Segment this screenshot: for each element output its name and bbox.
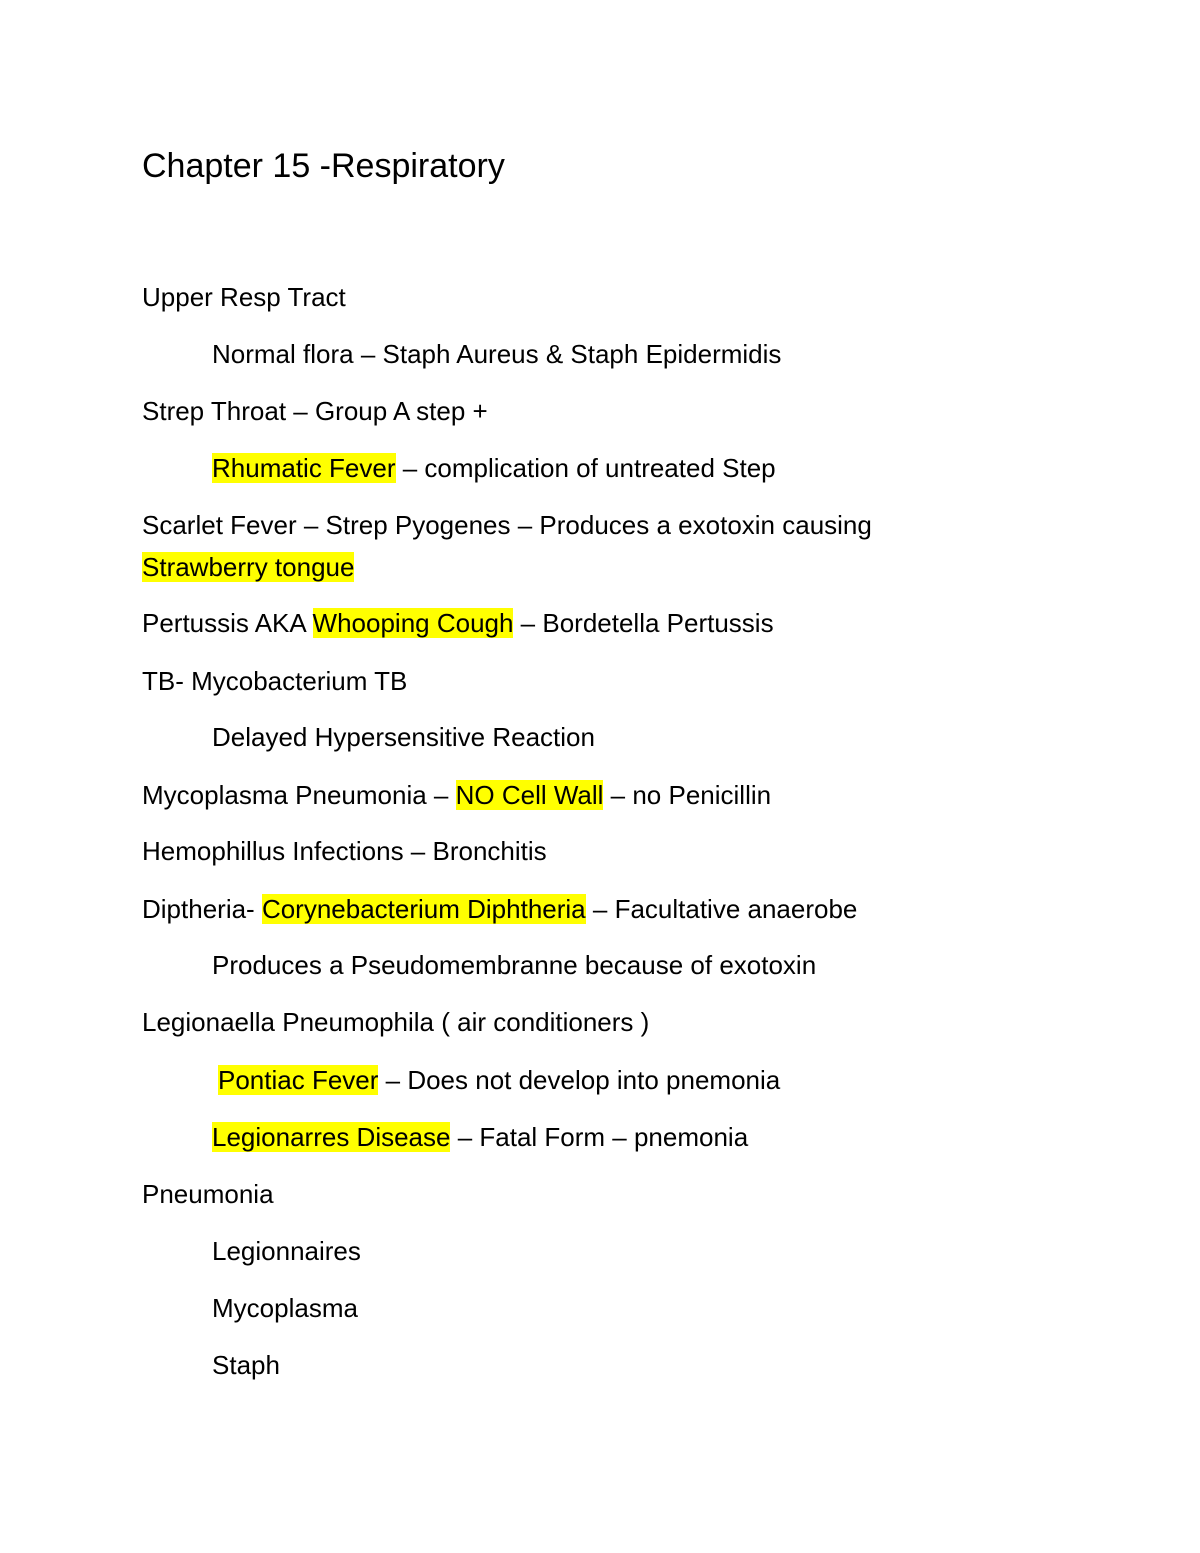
line-upper-resp <box>142 278 346 316</box>
line-text: – complication of untreated Step <box>395 453 776 483</box>
line-text: – Bordetella Pertussis <box>513 608 774 638</box>
line-text: Diptheria- <box>142 894 262 924</box>
line-legionnaires <box>212 1232 361 1270</box>
line-text: – no Penicillin <box>603 780 772 810</box>
line-normal-flora <box>212 335 781 373</box>
line-text: Legionaella Pneumophila ( air conditioners ) <box>142 1007 650 1037</box>
line-text: – Facultative anaerobe <box>585 894 858 924</box>
line-rhumatic-fever <box>212 449 776 487</box>
highlight-corynebacterium: Corynebacterium Diphtheria <box>261 894 586 924</box>
highlight-pontiac-fever: Pontiac Fever <box>218 1065 379 1095</box>
line-staph <box>212 1346 280 1384</box>
line-text: Normal flora – Staph Aureus & Staph Epidermidis <box>212 339 782 369</box>
line-text: Hemophillus Infections – Bronchitis <box>142 836 547 866</box>
line-text: – Fatal Form – pnemonia <box>450 1122 749 1152</box>
highlight-whooping-cough: Whooping Cough <box>312 608 514 638</box>
line-pontiac-fever <box>218 1061 780 1099</box>
line-text: Mycoplasma Pneumonia – <box>142 780 456 810</box>
line-text: Produces a Pseudomembranne because of exotoxin <box>212 950 817 980</box>
line-text: Strep Throat – Group A step + <box>142 396 488 426</box>
page-title: Chapter 15 -Respiratory <box>142 147 505 185</box>
highlight-rhumatic-fever: Rhumatic Fever <box>212 453 396 483</box>
line-mycoplasma-pneumonia <box>142 776 771 814</box>
highlight-no-cell-wall: NO Cell Wall <box>455 780 604 810</box>
line-text: Staph <box>212 1350 280 1380</box>
line-legionarres-disease <box>212 1118 748 1156</box>
line-delayed-hypersensitive <box>212 718 595 756</box>
line-legionaella <box>142 1003 649 1041</box>
line-pertussis <box>142 604 774 642</box>
line-text: Legionnaires <box>212 1236 361 1266</box>
line-text: Pertussis AKA <box>142 608 313 638</box>
line-mycoplasma <box>212 1289 358 1327</box>
line-text: – Does not develop into pnemonia <box>378 1065 781 1095</box>
highlight-legionarres-disease: Legionarres Disease <box>212 1122 451 1152</box>
line-hemophillus <box>142 832 547 870</box>
line-strep-throat <box>142 392 488 430</box>
line-text: Delayed Hypersensitive Reaction <box>212 722 595 752</box>
line-diptheria <box>142 890 857 928</box>
line-text: Scarlet Fever – Strep Pyogenes – Produces a exotoxin causing <box>142 510 872 540</box>
line-strawberry-tongue <box>142 548 354 586</box>
line-pseudomembrane <box>212 946 816 984</box>
highlight-strawberry-tongue: Strawberry tongue <box>142 552 355 582</box>
line-scarlet-fever <box>142 506 872 544</box>
line-text: Upper Resp Tract <box>142 282 346 312</box>
line-pneumonia <box>142 1175 274 1213</box>
line-text: TB- Mycobacterium TB <box>142 666 408 696</box>
line-text: Mycoplasma <box>212 1293 358 1323</box>
line-tb <box>142 662 407 700</box>
line-text: Pneumonia <box>142 1179 274 1209</box>
